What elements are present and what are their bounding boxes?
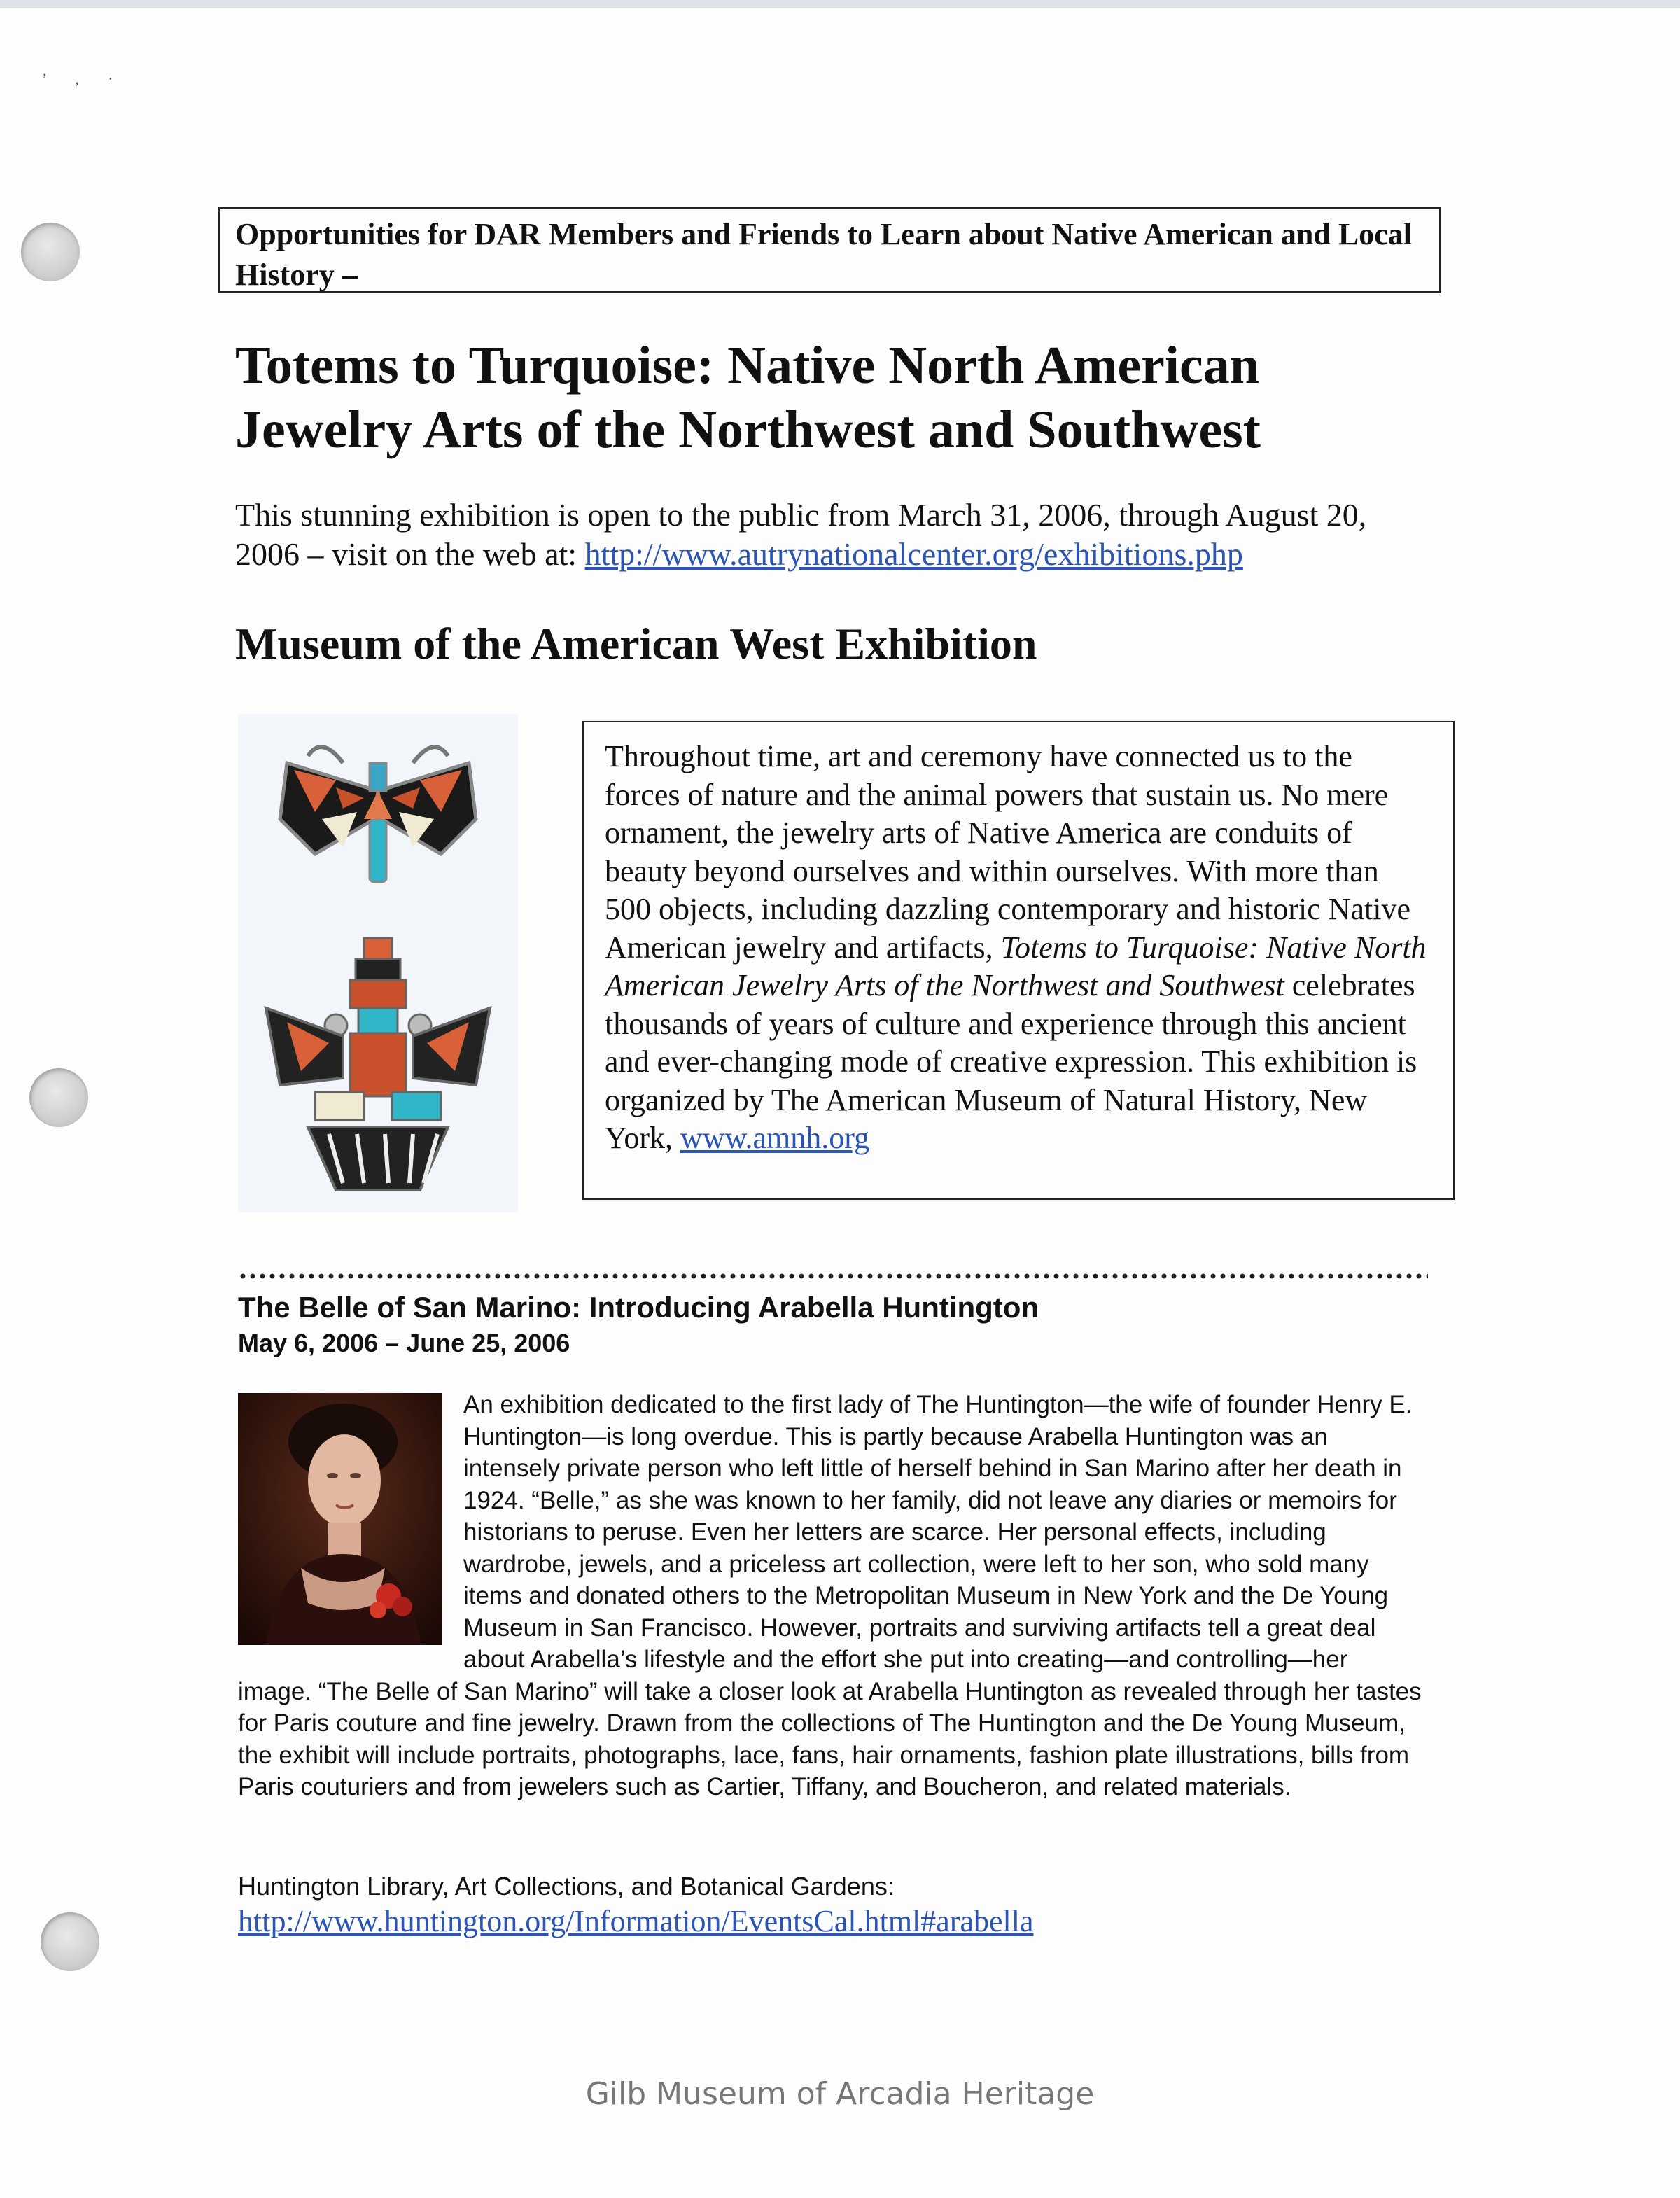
huntington-link[interactable]: http://www.huntington.org/Information/EventsCal.html#arabella bbox=[238, 1904, 1034, 1938]
kachina-pin-icon bbox=[266, 938, 490, 1190]
description-text-2: celebrates thousands of years of culture and experience through this ancient and ever-changing mode of creative expression. This exhibition is organized by The American Museum of Natural History, New York, bbox=[605, 968, 1418, 1155]
binder-hole-bottom bbox=[41, 1912, 99, 1971]
huntington-library-line: Huntington Library, Art Collections, and Botanical Gardens: bbox=[238, 1872, 895, 1900]
jewelry-image bbox=[238, 714, 518, 1212]
exhibit-description bbox=[605, 738, 1432, 1158]
intro-box bbox=[218, 207, 1441, 293]
venue-heading: Museum of the American West Exhibition bbox=[235, 619, 1037, 668]
scan-top-band bbox=[0, 0, 1680, 8]
footer-watermark: Gilb Museum of Arcadia Heritage bbox=[585, 2076, 1095, 2112]
portrait-spacer bbox=[238, 1389, 463, 1663]
exhibit-intro-text: This stunning exhibition is open to the public from March 31, 2006, through August 20, 2006 – visit on the web at: bbox=[235, 497, 1367, 572]
belle-body-text: An exhibition dedicated to the first lady of The Huntington—the wife of founder Henry E. Huntington—is long overdue. This is partly because Arabella Huntington was an intensely private person who left little of herself behind in San Marino after her death in 1924. “Belle,” as she was known to her family, did not leave any diaries or memoirs for historians to peruse. Even her letters are scarce. Her personal effects, including wardrobe, jewels, and a priceless art collection, were left to her son, who sold many items and donated others to the Metropolitan Museum in New York and the De Young Museum in San Francisco. However, portraits and surviving artifacts tell a great deal about Arabella’s lifestyle and the effort she put into creating—and controlling—her image. “The Belle of San Marino” will take a closer look at Arabella Huntington as revealed through her tastes for Paris couture and fine jewelry. Drawn from the collections of The Huntington and the De Young Museum, the exhibit will include portraits, photographs, lace, fans, hair ornaments, fashion plate illustrations, bills from Paris couturiers and from jewelers such as Cartier, Tiffany, and Boucheron, and related materials. bbox=[238, 1391, 1422, 1800]
description-title-italic: Totems to Turquoise: Native North American Jewelry Arts of the Northwest and Southwest bbox=[605, 930, 1427, 1002]
description-text-1: Throughout time, art and ceremony have connected us to the forces of nature and the animal powers that sustain us. No mere ornament, the jewelry arts of Native America are conduits of beauty beyond ourselves and within ourselves. With more than 500 objects, including dazzling contemporary and historic Native American jewelry and artifacts, bbox=[605, 739, 1411, 965]
exhibit-title: Totems to Turquoise: Native North American Jewelry Arts of the Northwest and Southwest bbox=[235, 336, 1261, 459]
exhibit-intro bbox=[235, 496, 1425, 574]
binder-hole-top bbox=[21, 223, 80, 281]
exhibit-description-box bbox=[582, 721, 1455, 1200]
intro-text: Opportunities for DAR Members and Friends to Learn about Native American and Local History – bbox=[235, 217, 1412, 292]
belle-body bbox=[238, 1389, 1428, 1803]
autry-link[interactable]: http://www.autrynationalcenter.org/exhibitions.php bbox=[584, 536, 1243, 572]
amnh-link[interactable]: www.amnh.org bbox=[680, 1121, 870, 1155]
butterfly-pin-icon bbox=[280, 747, 476, 882]
binder-hole-middle bbox=[29, 1068, 88, 1127]
dotted-divider bbox=[238, 1273, 1428, 1280]
belle-title: The Belle of San Marino: Introducing Arabella Huntington bbox=[238, 1291, 1040, 1324]
scan-specks: ’ , · bbox=[42, 70, 126, 88]
jewelry-illustration bbox=[238, 714, 518, 1212]
huntington-link-line bbox=[238, 1903, 1033, 1940]
belle-dates: May 6, 2006 – June 25, 2006 bbox=[238, 1329, 570, 1357]
